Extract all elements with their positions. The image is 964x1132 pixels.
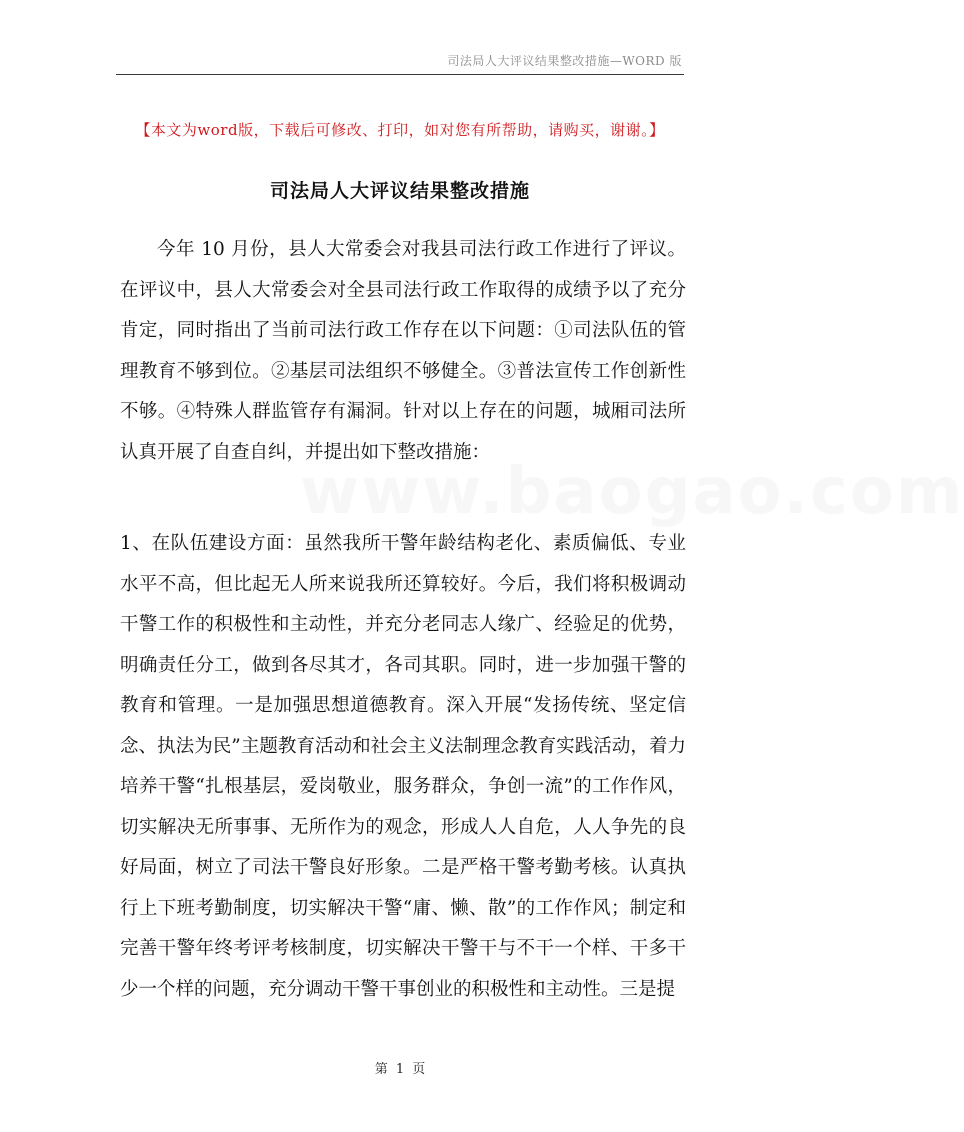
purchase-notice: 【本文为word版，下载后可修改、打印，如对您有所帮助，请购买，谢谢。】 bbox=[135, 121, 665, 139]
page-footer bbox=[0, 1058, 800, 1077]
header-divider bbox=[116, 74, 684, 75]
footer-prefix: 第 bbox=[374, 1062, 388, 1077]
document-title: 司法局人大评议结果整改措施 bbox=[269, 180, 530, 202]
paragraph-team-building: 1、在队伍建设方面：虽然我所干警年龄结构老化、素质偏低、专业水平不高，但比起无人所来说我所还算较好。今后，我们将积极调动干警工作的积极性和主动性，并充分老同志人缘广、经验足的优势，明确责任分工，做到各尽其才，各司其职。同时，进一步加强干警的教育和管理。一是加强思想道德教育。深入开展“发扬传统、坚定信念、执法为民”主题教育活动和社会主义法制理念教育实践活动，着力培养干警“扎根基层，爱岗敬业，服务群众，争创一流”的工作作风，切实解决无所事事、无所作为的观念，形成人人自危，人人争先的良好局面，树立了司法干警良好形象。二是严格干警考勤考核。认真执行上下班考勤制度，切实解决干警“庸、懒、散”的工作作风；制定和完善干警年终考评考核制度，切实解决干警干与不干一个样、干多干少一个样的问题，充分调动干警干事创业的积极性和主动性。三是提 bbox=[120, 533, 686, 1000]
running-header: 司法局人大评议结果整改措施—WORD 版 bbox=[447, 54, 682, 68]
paragraph-intro: 今年 10 月份，县人大常委会对我县司法行政工作进行了评议。在评议中，县人大常委会对全县司法行政工作取得的成绩予以了充分肯定，同时指出了当前司法行政工作存在以下问题：①司法队伍的管理教育不够到位。②基层司法组织不够健全。③普法宣传工作创新性不够。④特殊人群监管存有漏洞。针对以上存在的问题，城厢司法所认真开展了自查自纠，并提出如下整改措施： bbox=[120, 239, 686, 463]
footer-suffix: 页 bbox=[412, 1062, 426, 1077]
watermark: www.baogao.com bbox=[300, 455, 964, 529]
page-number: 1 bbox=[395, 1062, 405, 1077]
